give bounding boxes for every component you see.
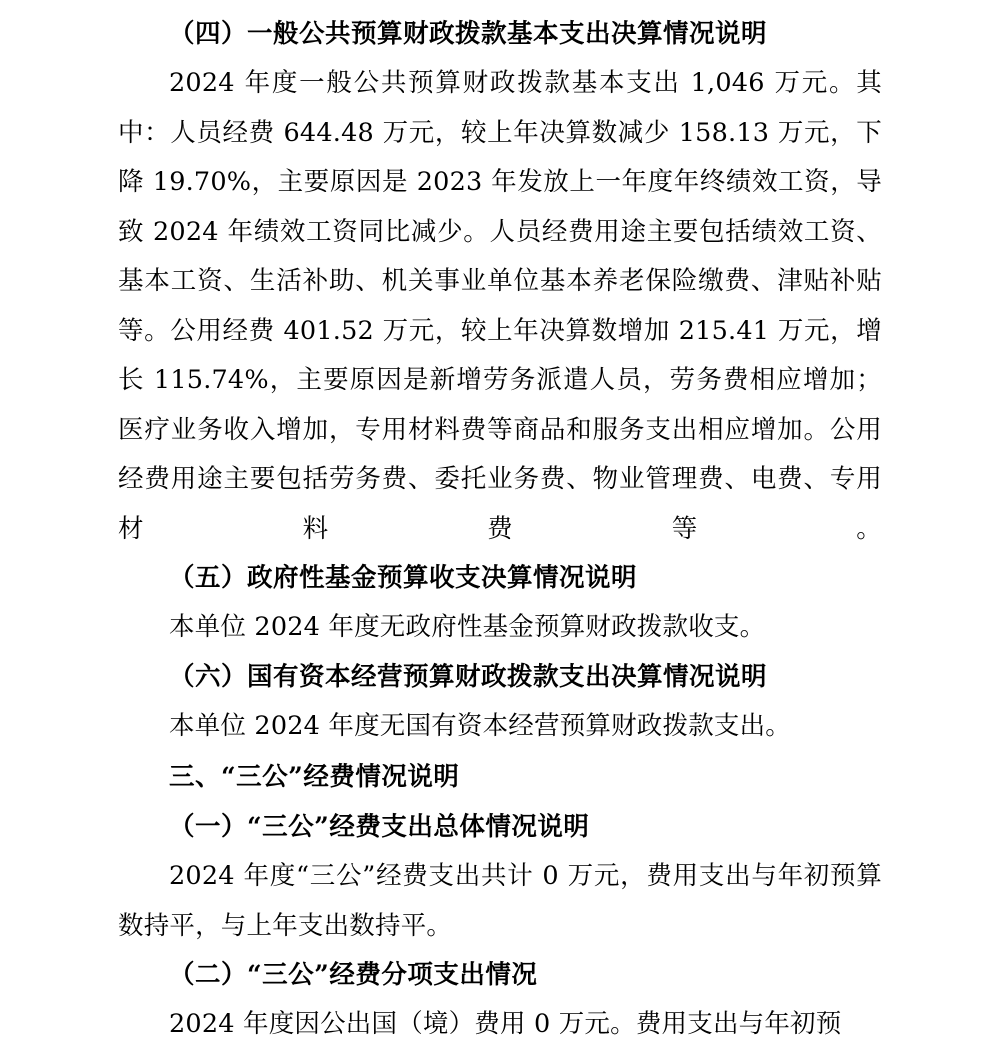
paragraph-basic-expenditure: 2024 年度一般公共预算财政拨款基本支出 1,046 万元。其中：人员经费 644.48 万元，较上年决算数减少 158.13 万元，下降 19.70%，主要原因是 2023 年发放上一年度年终绩效工资，导致 2024 年绩效工资同比减少。人员经费用途主要包括绩效工资、基本工资、生活补助、机关事业单位基本养老保险缴费、津贴补贴等。公用经费 401.52 万元，较上年决算数增加 215.41 万元，增长 115.74%，主要原因是新增劳务派遣人员，劳务费相应增加；医疗业务收入增加，专用材料费等商品和服务支出相应增加。公用经费用途主要包括劳务费、委托业务费、物业管理费、电费、专用材料费等。	[118, 68, 882, 544]
paragraph-government-fund: 本单位 2024 年度无政府性基金预算财政拨款收支。	[169, 612, 766, 642]
section-heading-four: （四）一般公共预算财政拨款基本支出决算情况说明	[169, 19, 768, 49]
section-heading-three-public: 三、“三公”经费情况说明	[169, 762, 460, 792]
section-heading-six: （六）国有资本经营预算财政拨款支出决算情况说明	[169, 661, 768, 692]
paragraph-overseas-travel: 2024 年度因公出国（境）费用 0 万元。费用支出与年初预	[169, 1009, 842, 1039]
subsection-heading-overall: （一）“三公”经费支出总体情况说明	[169, 812, 590, 842]
section-heading-five: （五）政府性基金预算收支决算情况说明	[169, 563, 638, 593]
paragraph-three-public-total: 2024 年度“三公”经费支出共计 0 万元，费用支出与年初预算数持平，与上年支出数持平。	[118, 861, 882, 941]
paragraph-state-capital: 本单位 2024 年度无国有资本经营预算财政拨款支出。	[169, 710, 792, 741]
subsection-heading-itemized: （二）“三公”经费分项支出情况	[169, 960, 538, 990]
